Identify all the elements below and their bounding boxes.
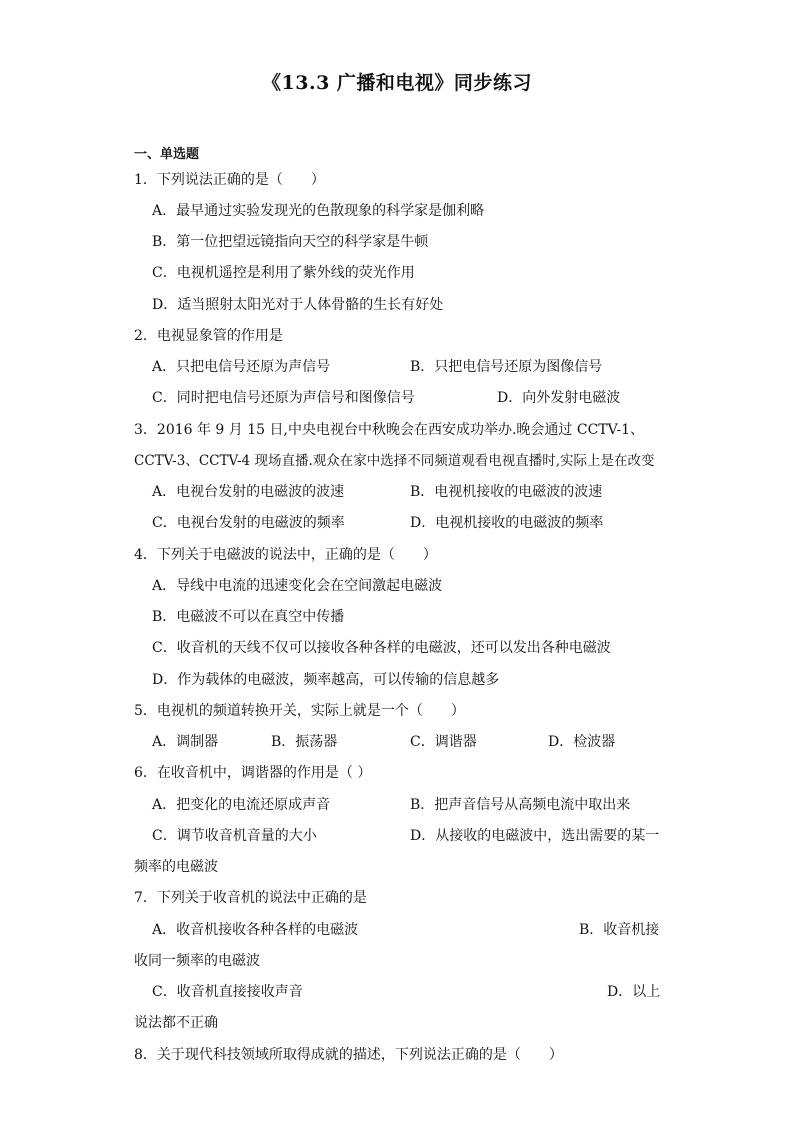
q1-option-c: C．电视机遥控是利用了紫外线的荧光作用 — [152, 265, 415, 281]
q3-stem-line1: 3．2016 年 9 月 15 日,中央电视台中秋晚会在西安成功举办.晚会通过 CCTV-1、 — [134, 422, 645, 438]
q5-option-c: C．调谐器 — [410, 734, 477, 750]
q1-option-d: D．适当照射太阳光对于人体骨骼的生长有好处 — [152, 297, 444, 313]
q1-stem: 1．下列说法正确的是（ ） — [134, 172, 325, 188]
q3-stem-line2: CCTV-3、CCTV-4 现场直播.观众在家中选择不同频道观看电视直播时,实际上是在改变 — [134, 453, 655, 469]
q4-option-c: C．收音机的天线不仅可以接收各种各样的电磁波，还可以发出各种电磁波 — [152, 640, 611, 656]
q7-option-c: C．收音机直接接收声音 — [152, 984, 303, 1000]
q7-option-d: D．以上 — [607, 984, 661, 1000]
q3-option-b: B．电视机接收的电磁波的波速 — [410, 484, 603, 500]
q6-option-d: D．从接收的电磁波中，选出需要的某一 — [410, 828, 660, 844]
q5-option-d: D．检波器 — [548, 734, 616, 750]
q2-option-d: D．向外发射电磁波 — [497, 390, 621, 406]
q6-option-c: C．调节收音机音量的大小 — [152, 828, 317, 844]
q7-option-d-continued: 说法都不正确 — [134, 1015, 218, 1031]
q2-option-b: B．只把电信号还原为图像信号 — [410, 359, 603, 375]
q2-option-c: C．同时把电信号还原为声信号和图像信号 — [152, 390, 415, 406]
q4-stem: 4．下列关于电磁波的说法中，正确的是（ ） — [134, 547, 437, 563]
q7-stem: 7．下列关于收音机的说法中正确的是 — [134, 890, 367, 906]
q1-option-a: A．最早通过实验发现光的色散现象的科学家是伽利略 — [152, 203, 485, 219]
q2-stem: 2．电视显象管的作用是 — [134, 328, 283, 344]
section-heading: 一、单选题 — [134, 147, 200, 162]
q8-stem: 8．关于现代科技领域所取得成就的描述，下列说法正确的是（ ） — [134, 1047, 563, 1063]
q7-option-b-continued: 收同一频率的电磁波 — [134, 953, 260, 969]
q6-option-b: B．把声音信号从高频电流中取出来 — [410, 797, 631, 813]
q3-option-d: D．电视机接收的电磁波的频率 — [410, 515, 604, 531]
q4-option-a: A．导线中电流的迅速变化会在空间激起电磁波 — [152, 578, 443, 594]
q5-option-a: A．调制器 — [152, 734, 219, 750]
q5-option-b: B．振荡器 — [271, 734, 338, 750]
q5-stem: 5．电视机的频道转换开关，实际上就是一个（ ） — [134, 703, 465, 719]
page-title: 《13.3 广播和电视》同步练习 — [262, 72, 532, 94]
q4-option-d: D．作为载体的电磁波，频率越高，可以传输的信息越多 — [152, 672, 500, 688]
q6-option-a: A．把变化的电流还原成声音 — [152, 797, 331, 813]
q3-option-c: C．电视台发射的电磁波的频率 — [152, 515, 345, 531]
q2-option-a: A．只把电信号还原为声信号 — [152, 359, 331, 375]
q6-stem: 6．在收音机中，调谐器的作用是（ ） — [134, 765, 372, 781]
q3-option-a: A．电视台发射的电磁波的波速 — [152, 484, 345, 500]
q7-option-b: B．收音机接 — [579, 922, 660, 938]
q6-option-d-continued: 频率的电磁波 — [134, 859, 218, 875]
q4-option-b: B．电磁波不可以在真空中传播 — [152, 609, 345, 625]
q1-option-b: B．第一位把望远镜指向天空的科学家是牛顿 — [152, 234, 429, 250]
q7-option-a: A．收音机接收各种各样的电磁波 — [152, 922, 359, 938]
